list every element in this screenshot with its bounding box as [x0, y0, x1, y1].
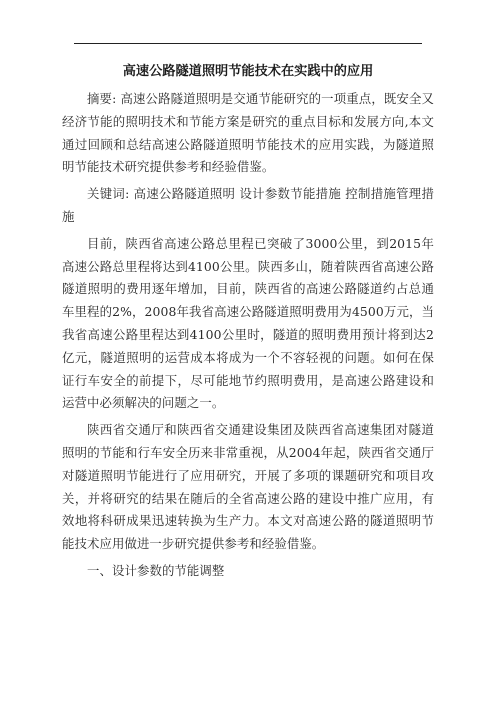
body-paragraph: 陕西省交通厅和陕西省交通建设集团及陕西省高速集团对隧道照明的节能和行车安全历来非常重视，从2004年起，陕西省交通厅对隧道照明节能进行了应用研究，开展了多项的课题研究和项目攻关，并将研究的结果在随后的全省高速公路的建设中推广应用，有效地将科研成果迅速转换为生产力。本文对高速公路的隧道照明节能技术应用做进一步研究提供参考和经验借鉴。	[62, 422, 434, 552]
header-rule	[74, 43, 422, 44]
keywords-paragraph: 关键词: 高速公路隧道照明 设计参数节能措施 控制措施管理措施	[62, 186, 434, 224]
abstract-paragraph: 摘要: 高速公路隧道照明是交通节能研究的一项重点，既安全又经济节能的照明技术和节能方案是研究的重点目标和发展方向,本文通过回顾和总结高速公路隧道照明节能技术的应用实践，为隧道照明节能技术研究提供参考和经验借鉴。	[62, 91, 434, 175]
section-heading: 一、设计参数的节能调整	[87, 562, 225, 578]
document-title: 高速公路隧道照明节能技术在实践中的应用	[122, 64, 374, 79]
body-paragraph: 目前，陕西省高速公路总里程已突破了3000公里，到2015年高速公路总里程将达到4100公里。陕西多山，随着陕西省高速公路隧道照明的费用逐年增加，目前，陕西省的高速公路隧道约占总通车里程的2%，2008年我省高速公路隧道照明费用为4500万元，当我省高速公路里程达到4100公里时，隧道的照明费用预计将到达2亿元，隧道照明的运营成本将成为一个不容轻视的问题。如何在保证行车安全的前提下，尽可能地节约照明费用，是高速公路建设和运营中必须解决的问题之一。	[62, 235, 434, 411]
document-body	[62, 88, 434, 583]
